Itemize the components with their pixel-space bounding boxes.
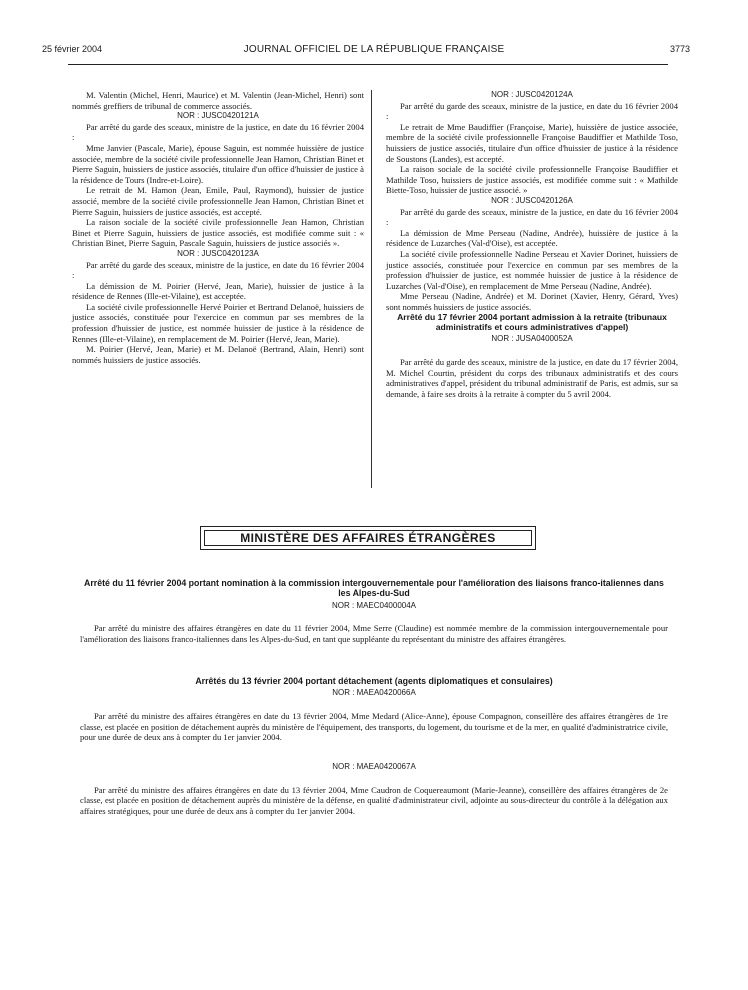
paragraph: La démission de M. Poirier (Hervé, Jean, Marie), huissier de justice à la résidence de Rennes (Ille-et-Vilaine), est acceptée.	[72, 280, 364, 302]
decree-title: Arrêtés du 13 février 2004 portant détachement (agents diplomatiques et consulaires)	[195, 676, 553, 686]
paragraph: La société civile professionnelle Hervé Poirier et Bertrand Delanoë, huissiers de justice associés, constituée pour l'exercice en commun par ses membres de la profession d'huissier de justice, est nommée huissier de justice à la résidence de Rennes (Ille-et-Vilaine), en remplacement de M. Poirier (Hervé, Jean, Marie).	[72, 301, 364, 344]
decree-title: Arrêté du 11 février 2004 portant nomination à la commission intergouvernementale pour l'amélioration des liaisons franco-italiennes dans les Alpes-du-Sud	[84, 578, 664, 599]
nor-reference: NOR : MAEC0400004A	[331, 600, 417, 610]
nor-reference: NOR : MAEA0420067A	[332, 762, 416, 771]
nor-reference: NOR : MAEA0420066A	[332, 688, 416, 698]
paragraph: Mme Perseau (Nadine, Andrée) et M. Dorinet (Xavier, Henry, Gérard, Yves) sont nommés huissiers de justice associés.	[386, 291, 678, 312]
paragraph: Par arrêté du garde des sceaux, ministre de la justice, en date du 16 février 2004 :	[386, 206, 678, 228]
paragraph: Par arrêté du ministre des affaires étrangères en date du 13 février 2004, Mme Medard (Alice-Anne), épouse Compagnon, conseillère des affaires étrangères de 1re classe, est placée en position de détachement auprès du ministère de l'équipement, des transports, du logement, du tourisme et de la mer, en qualité d'administratrice civile, pour une durée de deux ans à compter du 1er janvier 2004.	[80, 711, 668, 743]
paragraph: La raison sociale de la société civile professionnelle Jean Hamon, Christian Binet et Pierre Saguin, huissiers de justice associés, est modifiée comme suit : « Christian Binet, Pierre Saguin, Pascale Saguin, huissiers de justice associés ».	[72, 217, 364, 249]
paragraph: La démission de Mme Perseau (Nadine, Andrée), huissière de justice à la résidence de Luzarches (Val-d'Oise), est acceptée.	[386, 227, 678, 249]
ministry-section-2	[80, 676, 668, 743]
paragraph: Par arrêté du garde des sceaux, ministre de la justice, en date du 16 février 2004 :	[386, 100, 678, 122]
ministry-heading: MINISTÈRE DES AFFAIRES ÉTRANGÈRES	[204, 530, 532, 546]
nor-reference: NOR : JUSC0420121A	[177, 111, 259, 121]
header-date: 25 février 2004	[42, 44, 103, 54]
header-journal-title: JOURNAL OFFICIEL DE LA RÉPUBLIQUE FRANÇAISE	[243, 44, 505, 55]
left-column	[72, 90, 364, 365]
paragraph: Par arrêté du garde des sceaux, ministre de la justice, en date du 16 février 2004 :	[72, 259, 364, 281]
paragraph: La société civile professionnelle Nadine Perseau et Xavier Dorinet, huissiers de justice associés, constituée pour l'exercice en commun par ses membres de la profession d'huissier de justice, est nommée huissier de justice à la résidence de Luzarches (Val-d'Oise), en remplacement de Mme Perseau (Nadine, Andrée).	[386, 248, 678, 291]
paragraph: M. Poirier (Hervé, Jean, Marie) et M. Delanoë (Bertrand, Alain, Henri) sont nommés huissiers de justice associés.	[72, 344, 364, 365]
paragraph: La raison sociale de la société civile professionnelle Françoise Baudiffier et Mathilde Toso, huissiers de justice associés, est modifiée comme suit : « Mathilde Biette-Toso, huissier de justice associé. »	[386, 164, 678, 196]
paragraph: Par arrêté du garde des sceaux, ministre de la justice, en date du 17 février 2004, M. Michel Courtin, président du corps des tribunaux administratifs et des cours administratives d'appel, président du tribunal administratif de Paris, est admis, sur sa demande, à faire ses droits à la retraite à compter du 5 avril 2004.	[386, 357, 678, 399]
paragraph: Par arrêté du garde des sceaux, ministre de la justice, en date du 16 février 2004 :	[72, 121, 364, 143]
ministry-section-1	[80, 578, 668, 645]
header-page-number: 3773	[669, 44, 690, 54]
paragraph: Par arrêté du ministre des affaires étrangères en date du 11 février 2004, Mme Serre (Claudine) est nommée membre de la commission intergouvernementale pour l'amélioration des liaisons franco-italiennes dans les Alpes-du-Sud, en tant que suppléante du représentant du ministre des affaires étrangères.	[80, 623, 668, 644]
nor-reference: NOR : JUSC0420124A	[491, 90, 573, 99]
nor-reference: NOR : JUSC0420123A	[177, 248, 259, 258]
paragraph: Par arrêté du ministre des affaires étrangères en date du 13 février 2004, Mme Caudron de Coquereaumont (Marie-Jeanne), conseillère des affaires étrangères de 2e classe, est placée en position de détachement auprès du ministère de la défense, en qualité d'administrateur civil, adjointe au sous-directeur du contrôle à la délégation aux affaires stratégiques, pour une durée de deux ans à compter du 1er janvier 2004.	[80, 784, 668, 816]
paragraph: Le retrait de Mme Baudiffier (Françoise, Marie), huissière de justice associée, membre de la société civile professionnelle Françoise Baudiffier et Mathilde Toso, huissiers de justice associés, titulaire d'un office d'huissier de justice à la résidence de Soustons (Landes), est accepté.	[386, 121, 678, 164]
nor-reference: NOR : JUSA0400052A	[491, 334, 573, 344]
intro-paragraph: M. Valentin (Michel, Henri, Maurice) et M. Valentin (Jean-Michel, Henri) sont nommés greffiers de tribunal de commerce associés.	[72, 90, 364, 111]
column-divider	[371, 90, 372, 488]
right-column	[386, 90, 678, 399]
paragraph: Mme Janvier (Pascale, Marie), épouse Saguin, est nommée huissière de justice associée, membre de la société civile professionnelle Jean Hamon, Christian Binet et Pierre Saguin, huissiers de justice associés, titulaire d'un office d'huissier de justice à la résidence de Tours (Indre-et-Loire).	[72, 142, 364, 185]
decree-title: Arrêté du 17 février 2004 portant admission à la retraite (tribunaux administratifs et cours administratives d'appel)	[397, 312, 667, 333]
ministry-heading-box	[200, 526, 536, 550]
ministry-section-3	[80, 762, 668, 816]
paragraph: Le retrait de M. Hamon (Jean, Emile, Paul, Raymond), huissier de justice associé, membre de la société civile professionnelle Jean Hamon, Christian Binet et Pierre Saguin, huissiers de justice associés, est accepté.	[72, 185, 364, 217]
nor-reference: NOR : JUSC0420126A	[491, 195, 573, 205]
header-rule	[68, 64, 668, 65]
